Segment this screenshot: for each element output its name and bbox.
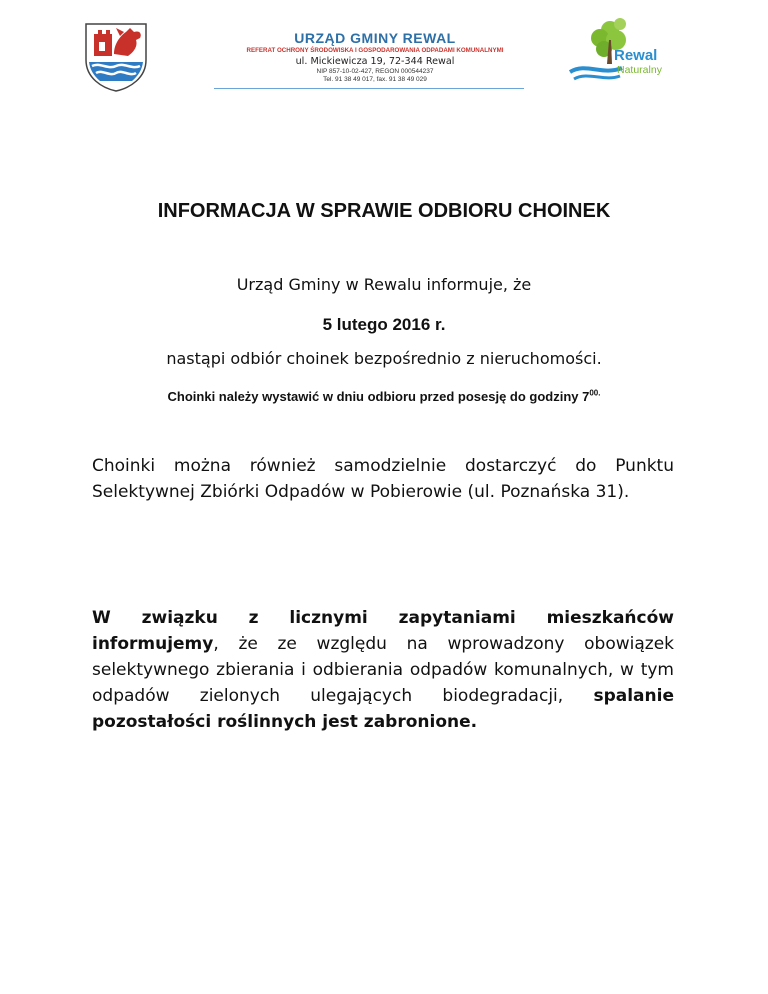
intro-line: Urząd Gminy w Rewalu informuje, że <box>236 275 532 294</box>
deadline-text: Choinki należy wystawić w dniu odbioru przed posesję do godziny 7 <box>167 389 590 404</box>
organization-header <box>210 30 540 84</box>
pickup-date: 5 lutego 2016 r. <box>322 315 446 334</box>
municipal-coat-of-arms-icon <box>80 20 152 92</box>
organization-address: ul. Mickiewicza 19, 72-344 Rewal <box>295 56 455 67</box>
organization-ids: NIP 857-10-02-427, REGON 000544237 <box>316 68 434 75</box>
burning-ban-conclusion: spalanie pozostałości roślinnych jest zabronione. <box>92 686 674 732</box>
brand-rewal: Rewal <box>614 47 658 64</box>
deadline-line <box>0 388 768 406</box>
burning-ban-body: , że ze względu na wprowadzony obowiązek selektywnego zbierania i odbierania odpadów komunalnych, w tym odpadów zielonych ulegających biodegradacji, <box>92 634 674 706</box>
pickup-line: nastąpi odbiór choinek bezpośrednio z nieruchomości. <box>166 349 602 368</box>
organization-name: URZĄD GMINY REWAL <box>294 30 456 46</box>
burning-ban-paragraph <box>92 605 674 735</box>
deadline-hour-superscript: 00. <box>589 388 601 398</box>
letterhead <box>0 0 768 100</box>
organization-phone: Tel. 91 38 49 017, fax. 91 38 49 029 <box>323 76 427 83</box>
department-name: REFERAT OCHRONY ŚRODOWISKA I GOSPODAROWANIA ODPADAMI KOMUNALNYMI <box>246 47 504 54</box>
burning-ban-intro: W związku z licznymi zapytaniami mieszkańców informujemy <box>92 608 674 654</box>
drop-off-paragraph: Choinki można również samodzielnie dostarczyć do Punktu Selektywnej Zbiórki Odpadów w Pobierowie (ul. Poznańska 31). <box>92 456 674 502</box>
notice-title: INFORMACJA W SPRAWIE ODBIORU CHOINEK <box>157 200 611 222</box>
brand-naturalny: Naturalny <box>617 64 662 76</box>
header-divider <box>214 88 524 89</box>
